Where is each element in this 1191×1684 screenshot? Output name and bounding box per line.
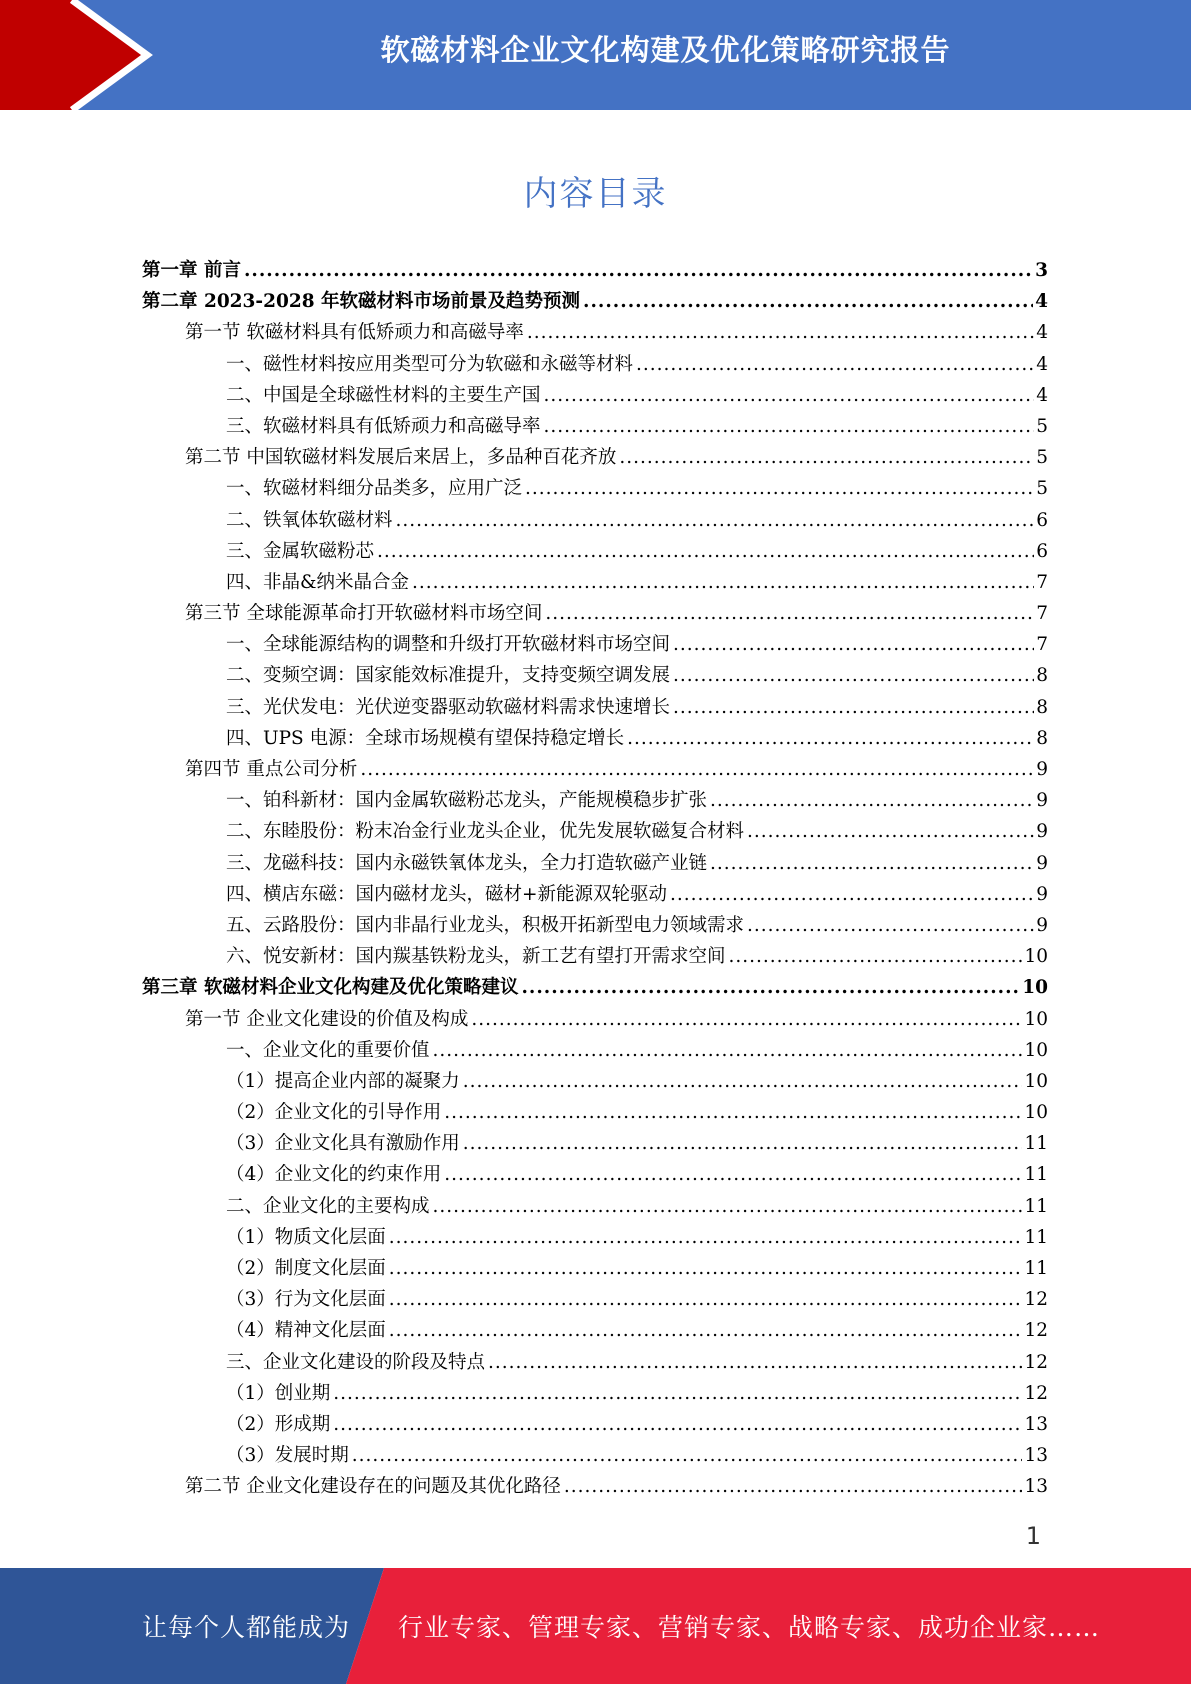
toc-entry-title: 四、非晶&纳米晶合金 [226,571,409,593]
toc-entry-title: 三、软磁材料具有低矫顽力和高磁导率 [226,415,541,437]
toc-entry-page: 8 [1036,665,1048,687]
toc-entry-page: 13 [1024,1476,1048,1498]
toc-entry-title: 三、龙磁科技：国内永磁铁氧体龙头，全力打造软磁产业链 [226,852,708,874]
toc-entry-title: 第四节 重点公司分析 [185,759,358,780]
toc-entry-title: 六、悦安新材：国内羰基铁粉龙头，新工艺有望打开需求空间 [226,946,726,968]
toc-entry[interactable] [142,1285,1048,1316]
toc-entry-title: 第三章 软磁材料企业文化构建及优化策略建议 [142,977,519,999]
toc-entry-page: 4 [1035,291,1048,313]
toc-dot-leader [747,821,1034,842]
toc-entry-page: 13 [1024,1445,1048,1467]
toc-entry-title: 第一节 企业文化建设的价值及构成 [185,1008,469,1030]
toc-entry-title: 一、磁性材料按应用类型可分为软磁和永磁等材料 [226,353,634,375]
toc-heading: 内容目录 [523,174,668,214]
toc-entry[interactable] [142,1160,1048,1191]
toc-entry[interactable] [142,256,1048,287]
toc-entry-page: 8 [1036,696,1048,718]
toc-entry[interactable] [142,443,1048,474]
toc-entry-page: 6 [1036,540,1048,562]
toc-entry-page: 12 [1024,1289,1048,1311]
toc-entry[interactable] [142,1410,1048,1441]
toc-entry-page: 7 [1036,634,1048,656]
toc-dot-leader [583,291,1033,312]
toc-entry-title: 一、软磁材料细分品类多，应用广泛 [226,478,523,500]
toc-entry[interactable] [142,661,1048,692]
toc-entry[interactable] [142,1379,1048,1410]
toc-dot-leader [525,478,1034,499]
toc-entry[interactable] [142,1005,1048,1036]
toc-dot-leader [412,572,1034,593]
toc-entry[interactable] [142,318,1048,349]
toc-entry-page: 12 [1024,1320,1048,1342]
toc-entry[interactable] [142,506,1048,537]
header-banner [0,0,1191,110]
toc-entry[interactable] [142,1254,1048,1285]
toc-entry[interactable] [142,880,1048,911]
toc-dot-leader [333,1383,1022,1404]
toc-entry-page: 10 [1024,1102,1048,1124]
toc-dot-leader [396,510,1035,531]
toc-entry[interactable] [142,537,1048,568]
toc-entry-title: 一、铂科新材：国内金属软磁粉芯龙头，产能规模稳步扩张 [226,790,708,812]
toc-entry-title: 二、东睦股份：粉末冶金行业龙头企业，优先发展软磁复合材料 [226,821,745,843]
toc-entry-page: 4 [1036,322,1048,344]
toc-entry-page: 10 [1024,946,1048,968]
toc-entry-page: 5 [1036,447,1048,469]
toc-entry[interactable] [142,724,1048,755]
toc-entry[interactable] [142,942,1048,973]
toc-dot-leader [389,1289,1023,1310]
toc-entry-page: 10 [1024,1039,1048,1061]
toc-entry-page: 9 [1036,883,1048,905]
toc-entry-title: 二、企业文化的主要构成 [226,1195,430,1217]
toc-entry-title: 第一章 前言 [142,260,241,281]
toc-dot-leader [444,1164,1022,1185]
footer-banner [0,1568,1191,1684]
toc-entry-page: 10 [1022,977,1048,999]
toc-dot-leader [389,1320,1023,1341]
toc-entry[interactable] [142,1192,1048,1223]
table-of-contents [142,256,1048,1504]
toc-entry-title: （1）物质文化层面 [226,1226,386,1248]
toc-entry-title: （4）企业文化的约束作用 [226,1164,442,1186]
toc-entry-page: 3 [1035,260,1048,281]
toc-entry-page: 10 [1024,1008,1048,1030]
toc-entry-title: 第一节 软磁材料具有低矫顽力和高磁导率 [185,322,524,344]
toc-entry-page: 6 [1036,509,1048,531]
toc-entry[interactable] [142,1223,1048,1254]
toc-entry[interactable] [142,1098,1048,1129]
toc-entry[interactable] [142,630,1048,661]
toc-dot-leader [627,728,1034,749]
toc-entry-page: 11 [1024,1258,1048,1279]
toc-dot-leader [564,1476,1023,1497]
toc-entry-title: 二、铁氧体软磁材料 [226,509,393,531]
toc-entry[interactable] [142,287,1048,318]
toc-entry-title: 三、金属软磁粉芯 [226,540,375,562]
toc-dot-leader [710,790,1034,811]
toc-entry-title: （3）企业文化具有激励作用 [226,1133,460,1155]
toc-entry[interactable] [142,381,1048,412]
toc-dot-leader [747,915,1034,936]
footer-slogan-right: 行业专家、管理专家、营销专家、战略专家、成功企业家…… [398,1613,1101,1642]
toc-dot-leader [463,1133,1023,1154]
toc-entry[interactable] [142,474,1048,505]
toc-entry[interactable] [142,568,1048,599]
toc-entry-title: （2）制度文化层面 [226,1258,386,1279]
toc-dot-leader [521,977,1020,998]
toc-dot-leader [463,1071,1023,1092]
toc-dot-leader [710,853,1034,874]
toc-entry-title: （1）创业期 [226,1382,331,1404]
toc-dot-leader [670,884,1034,905]
toc-entry-page: 5 [1036,415,1048,437]
toc-entry-page: 11 [1024,1164,1048,1186]
page-number: 1 [1025,1522,1041,1550]
toc-entry-title: 四、UPS 电源：全球市场规模有望保持稳定增长 [226,727,625,749]
toc-entry-page: 13 [1024,1413,1048,1435]
toc-entry[interactable] [142,412,1048,443]
toc-entry-page: 7 [1036,603,1048,625]
toc-entry[interactable] [142,693,1048,724]
toc-dot-leader [333,1414,1022,1435]
toc-dot-leader [673,697,1034,718]
toc-entry-title: 一、全球能源结构的调整和升级打开软磁材料市场空间 [226,634,671,656]
toc-entry-page: 7 [1036,571,1048,593]
toc-entry-page: 12 [1024,1351,1048,1373]
report-title: 软磁材料企业文化构建及优化策略研究报告 [380,33,951,67]
toc-entry[interactable] [142,849,1048,880]
toc-entry-title: 二、变频空调：国家能效标准提升，支持变频空调发展 [226,665,671,687]
toc-entry[interactable] [142,1036,1048,1067]
toc-entry-title: （3）发展时期 [226,1445,349,1467]
toc-dot-leader [673,634,1034,655]
toc-dot-leader [527,322,1034,343]
toc-dot-leader [673,665,1034,686]
toc-entry-page: 10 [1024,1070,1048,1092]
toc-dot-leader [360,759,1034,780]
toc-dot-leader [488,1352,1022,1373]
toc-entry-title: 一、企业文化的重要价值 [226,1039,430,1061]
toc-entry-page: 11 [1024,1133,1048,1155]
toc-dot-leader [433,1196,1023,1217]
toc-entry[interactable] [142,1316,1048,1347]
toc-dot-leader [545,603,1034,624]
toc-entry-page: 8 [1036,727,1048,749]
toc-entry-title: 第二章 2023-2028 年软磁材料市场前景及趋势预测 [142,291,581,313]
toc-entry-title: 三、光伏发电：光伏逆变器驱动软磁材料需求快速增长 [226,696,671,718]
toc-entry-title: （2）企业文化的引导作用 [226,1102,442,1124]
toc-entry-page: 4 [1036,353,1048,375]
toc-entry-title: （2）形成期 [226,1413,331,1435]
toc-entry-title: 第三节 全球能源革命打开软磁材料市场空间 [185,603,543,625]
toc-entry-page: 9 [1036,759,1048,780]
toc-entry-title: （4）精神文化层面 [226,1320,386,1342]
toc-entry-title: 第二节 中国软磁材料发展后来居上，多品种百花齐放 [185,447,617,469]
toc-entry[interactable] [142,786,1048,817]
toc-dot-leader [729,946,1023,967]
toc-entry-page: 5 [1036,478,1048,500]
toc-entry-page: 11 [1024,1195,1048,1217]
toc-dot-leader [471,1009,1022,1030]
toc-entry[interactable] [142,1129,1048,1160]
toc-entry[interactable] [142,1441,1048,1472]
toc-entry-title: （3）行为文化层面 [226,1289,386,1311]
toc-entry-title: 五、云路股份：国内非晶行业龙头，积极开拓新型电力领域需求 [226,914,745,936]
toc-dot-leader [377,541,1034,562]
toc-entry[interactable] [142,755,1048,786]
toc-entry-page: 4 [1036,384,1048,406]
toc-entry[interactable] [142,817,1048,848]
toc-entry-page: 9 [1036,790,1048,812]
toc-entry-title: 二、中国是全球磁性材料的主要生产国 [226,384,541,406]
toc-entry-title: 第二节 企业文化建设存在的问题及其优化路径 [185,1476,561,1498]
toc-dot-leader [544,385,1035,406]
toc-entry[interactable] [142,1472,1048,1503]
toc-dot-leader [389,1227,1023,1248]
toc-entry-page: 12 [1024,1382,1048,1404]
toc-entry[interactable] [142,973,1048,1004]
toc-dot-leader [244,260,1033,281]
toc-entry[interactable] [142,1067,1048,1098]
toc-dot-leader [544,416,1035,437]
toc-entry[interactable] [142,350,1048,381]
toc-dot-leader [636,354,1034,375]
toc-entry[interactable] [142,911,1048,942]
toc-entry[interactable] [142,1348,1048,1379]
toc-entry-page: 9 [1036,852,1048,874]
toc-entry-title: 三、企业文化建设的阶段及特点 [226,1351,486,1373]
toc-dot-leader [433,1040,1023,1061]
toc-dot-leader [619,447,1034,468]
toc-dot-leader [389,1258,1023,1279]
footer-slogan-left: 让每个人都能成为 [142,1613,351,1642]
toc-entry[interactable] [142,599,1048,630]
toc-entry-page: 9 [1036,914,1048,936]
toc-entry-page: 9 [1036,821,1048,843]
toc-dot-leader [444,1102,1022,1123]
toc-dot-leader [352,1445,1023,1466]
toc-entry-title: 四、横店东磁：国内磁材龙头，磁材+新能源双轮驱动 [226,883,668,905]
toc-entry-page: 11 [1024,1226,1048,1248]
toc-entry-title: （1）提高企业内部的凝聚力 [226,1070,460,1092]
